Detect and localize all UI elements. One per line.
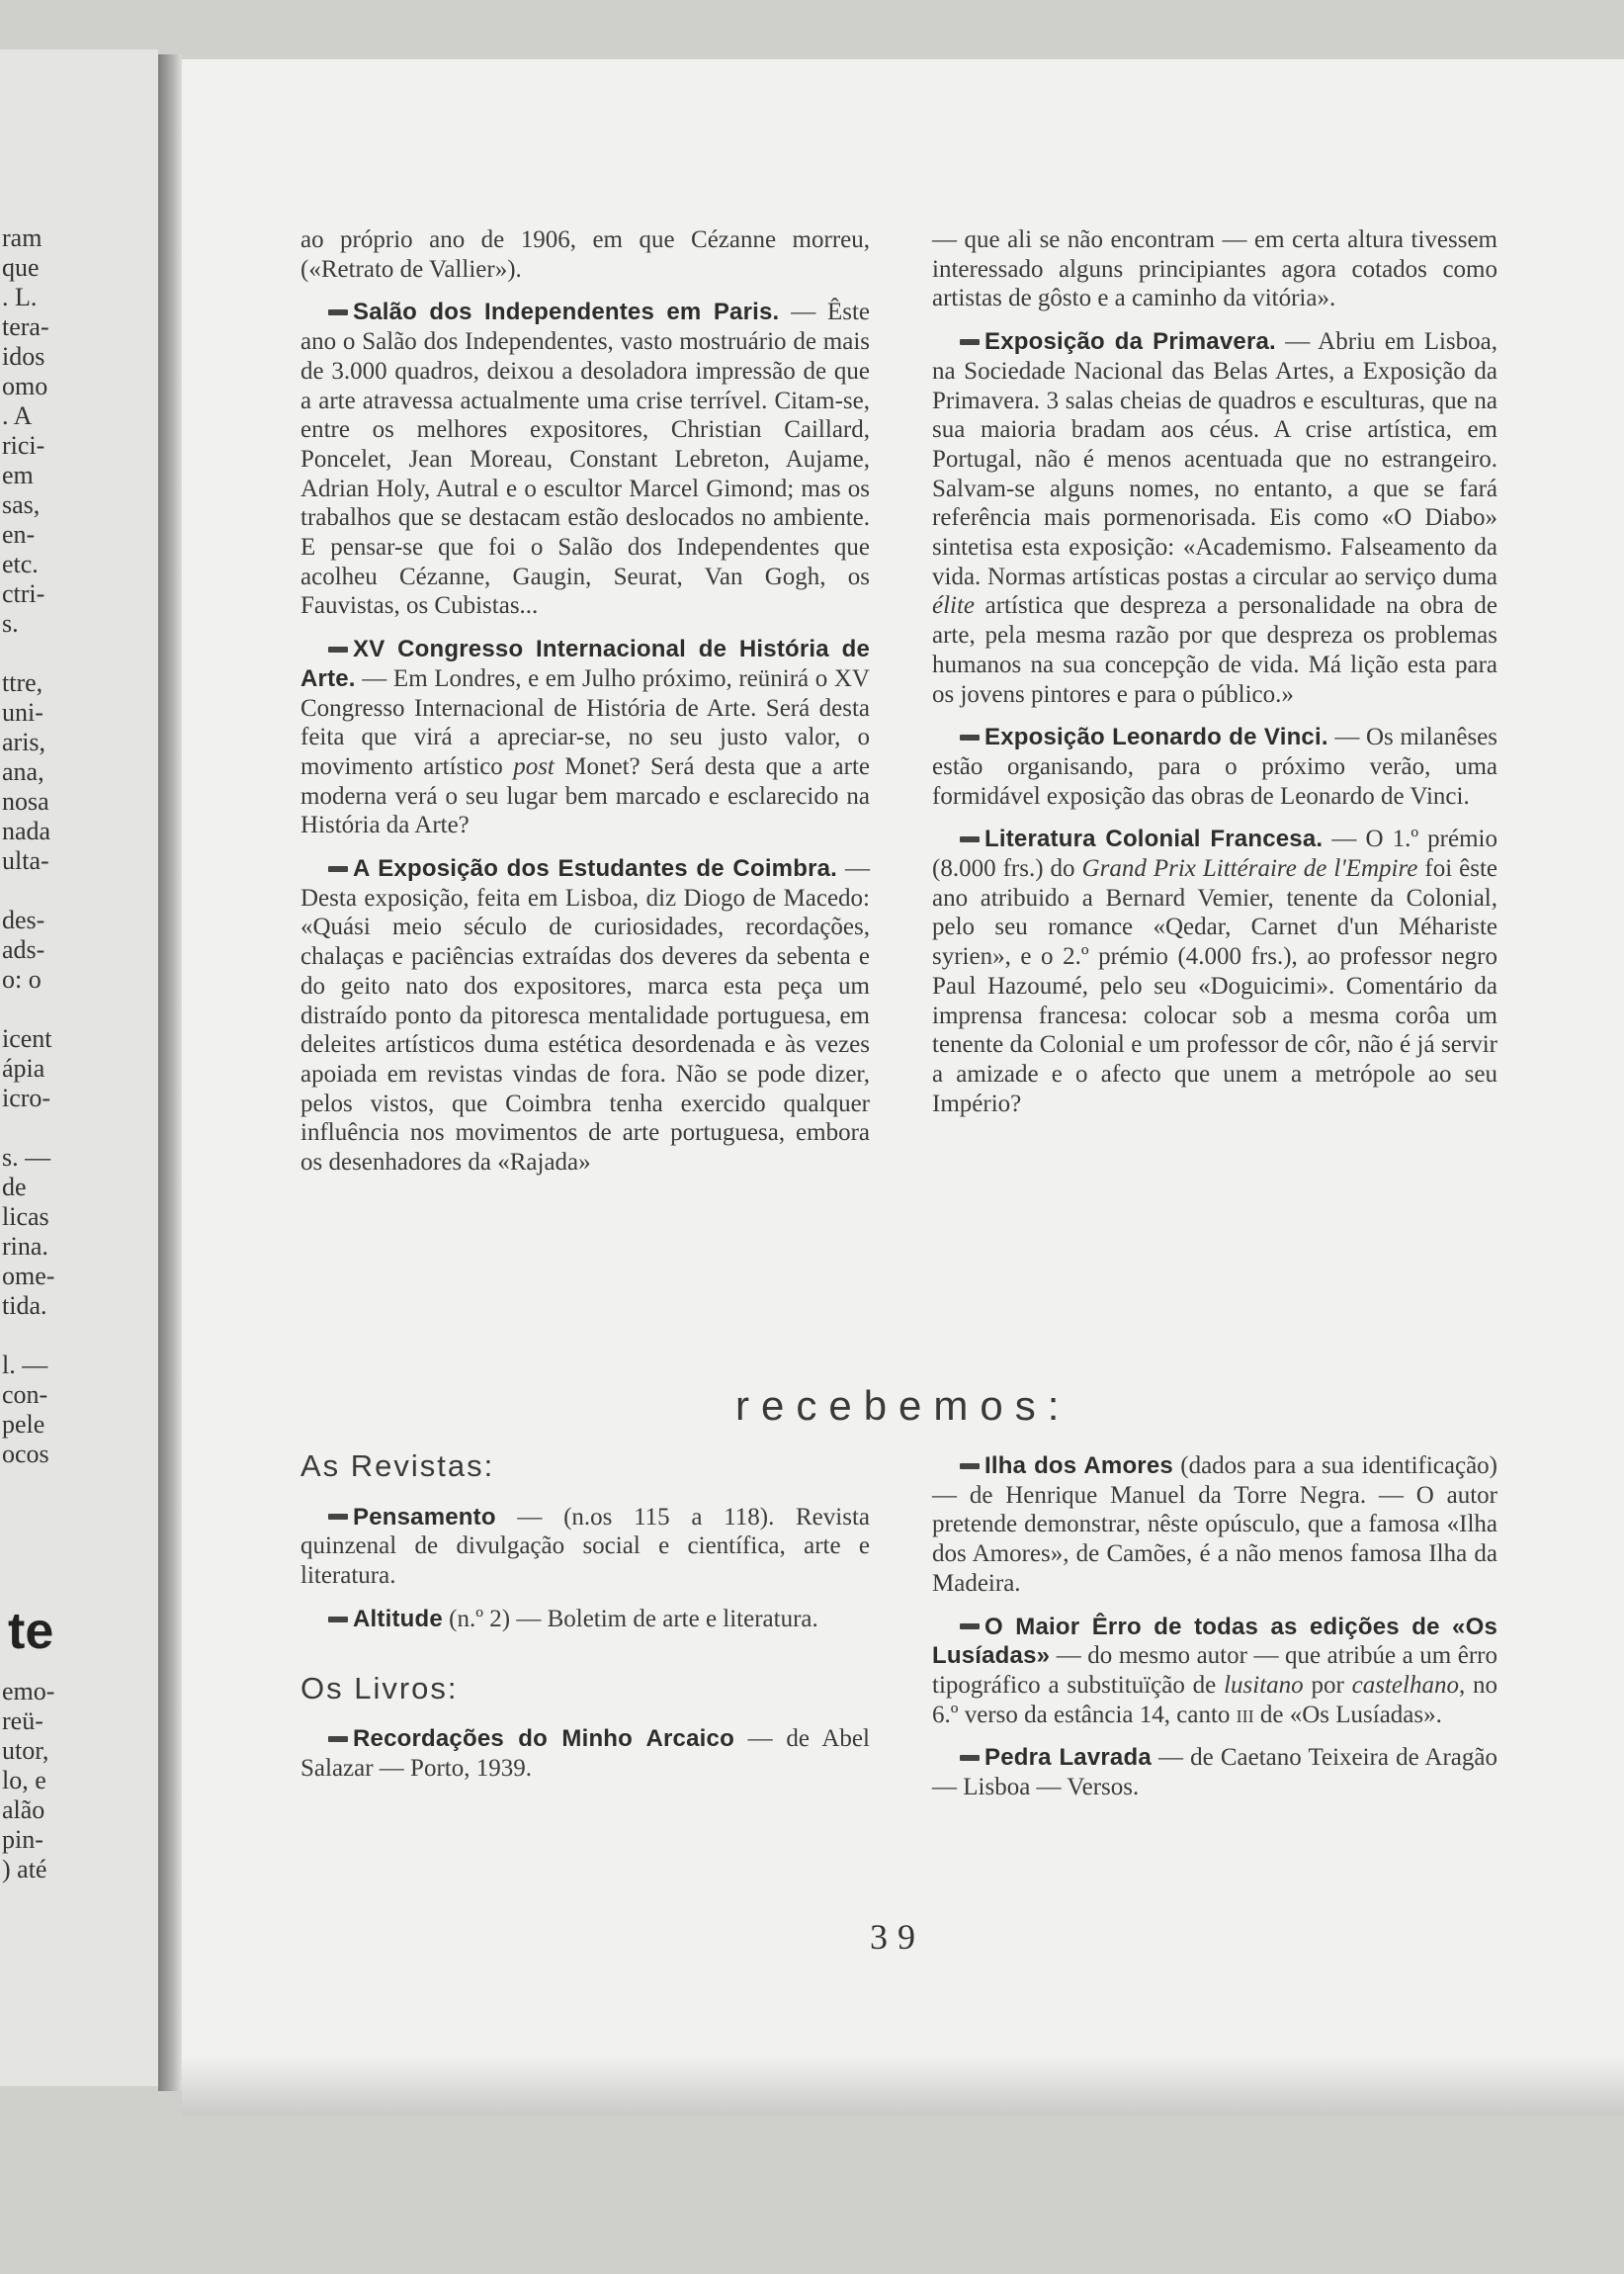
margin-fragment: idos	[2, 342, 45, 371]
article-body-end: foi êste ano atribuido a Bernard Vemier, tenente da Colonial, pelo seu romance «Qedar, Carnet d'un Méhariste syrien», e o 2.º prémio (4.000 frs.), ao professor negro Paul Hazoumé, pelo seu «Doguicimi». Comentário da imprensa francesa: colocar sob a mesma corôa um tenente da Colonial e um professor de côr, não é já servir a amizade e o afecto que unem a metrópole ao seu Império?	[932, 855, 1498, 1117]
revistas-heading: As Revistas:	[300, 1448, 495, 1483]
margin-fragment: . L.	[2, 283, 38, 311]
item-description: — (n.os 115 a 118). Revista quinzenal de divulgação social e científica, arte e literatura.	[300, 1503, 870, 1590]
received-right-column	[932, 1451, 1497, 1816]
article-congresso-historia-arte	[300, 635, 870, 840]
article-body: — Êste ano o Salão dos Independentes, vasto mostruário de mais de 3.000 quadros, deixou a desoladora impressão de que a arte atravessa actualmente uma crise terrível. Citam-se, entre os melhores expositores, Christian Caillard, Poncelet, Jean Moreau, Constant Lebreton, Aujame, Adrian Holy, Autral e o escultor Marcel Gimond; mas os trabalhos que se destacam estão deslocados no ambiente. E pensar-se que foi o Salão dos Independentes que acolheu Cézanne, Gaugin, Seurat, Van Gogh, os Fauvistas, os Cubistas...	[300, 299, 870, 620]
article-body: — Abriu em Lisboa, na Sociedade Nacional das Belas Artes, a Exposição da Primavera. 3 salas cheias de quadros e esculturas, que na sua maioria bradam aos céus. A crise artística, em Portugal, não é menos acentuada que no estrangeiro. Salvam-se alguns nomes, no entanto, a que se fará referência mais pormenorisada. Eis como «O Diabo» sintetisa esta exposição: «Academismo. Falseamento da vida. Normas artísticas postas a circular ao serviço duma	[932, 328, 1497, 590]
margin-fragment: sas,	[2, 490, 41, 519]
section-marker-icon	[328, 1514, 348, 1520]
margin-fragment: pele	[2, 1410, 45, 1439]
margin-fragment	[2, 1113, 81, 1143]
section-marker-icon	[960, 339, 980, 345]
item-description-end: de «Os Lusíadas».	[1253, 1701, 1442, 1728]
item-description-part: por	[1303, 1671, 1352, 1699]
paragraph-continuation: — que ali se não encontram — em certa altura tivessem interessado alguns principiantes agora cotados como artistas de gôsto e a caminho da vitória».	[932, 226, 1497, 312]
margin-fragment: lo, e	[2, 1766, 46, 1794]
livro-pedra-lavrada	[932, 1743, 1497, 1801]
margin-fragment	[2, 639, 81, 668]
facing-page-text-lower	[2, 1677, 81, 1884]
right-column	[932, 225, 1497, 1132]
livro-maior-erro	[932, 1613, 1497, 1730]
margin-fragment: . A	[2, 401, 33, 430]
livro-recordacoes-minho	[300, 1724, 870, 1783]
facing-page-text	[2, 223, 81, 1469]
article-heading: XV Congresso Internacional de História de Arte.	[300, 636, 870, 692]
article-body: — Desta exposição, feita em Lisboa, diz Diogo de Macedo: «Quási meio século de curiosidades, recordações, chalaças e paciências extraídas dos deveres da sebenta e do geito nato dos expositores, marca esta peça um distraído ponto da pitoresca mentalidade portuguesa, em deleites artísticos duma estética desordenada e às vezes apoiada em revistas vindas de fora. Não se pode dizer, pelos vistos, que Coimbra tenha exercido qualquer influência nos movimentos de arte portuguesa, embora os desenhadores da «Rajada»	[300, 855, 871, 1177]
item-description-part-2: , no 6.º verso da estância 14, canto	[932, 1671, 1498, 1728]
italic-text-2: castelhano	[1351, 1671, 1459, 1699]
paragraph-continuation: ao próprio ano de 1906, em que Cézanne morreu, («Retrato de Vallier»).	[300, 226, 870, 283]
section-marker-icon	[328, 1736, 348, 1742]
item-title: Altitude	[353, 1605, 443, 1632]
margin-fragment: em	[2, 461, 34, 489]
article-body-end: artística que despreza a personalidade na obra de arte, pela mesma razão por que despreza os problemas humanos na sua concepção de vida. Má lição esta para os jovens pintores e para o público.»	[932, 592, 1497, 708]
item-description: (n.º 2) — Boletim de arte e literatura.	[442, 1605, 818, 1632]
margin-fragment: rici-	[2, 431, 45, 460]
margin-fragment	[2, 876, 81, 906]
margin-fragment: o: o	[2, 965, 42, 994]
margin-fragment: nada	[2, 817, 51, 845]
margin-fragment: ulta-	[2, 846, 49, 875]
item-description: — de Caetano Teixeira de Aragão — Lisboa — Versos.	[932, 1744, 1498, 1801]
margin-fragment: icent	[2, 1024, 52, 1053]
article-heading: Literatura Colonial Francesa.	[984, 826, 1324, 853]
margin-fragment: tida.	[2, 1291, 47, 1320]
margin-fragment: aris,	[2, 728, 46, 756]
margin-fragment: ctri-	[2, 579, 45, 608]
article-estudantes-coimbra	[300, 854, 870, 1178]
item-title: Pensamento	[353, 1503, 496, 1531]
margin-fragment: nosa	[2, 787, 49, 816]
section-title-recebemos: recebemos:	[735, 1382, 1071, 1429]
margin-fragment: ttre,	[2, 668, 43, 697]
section-marker-icon	[960, 1755, 980, 1761]
margin-fragment	[2, 995, 81, 1024]
margin-fragment: ápia	[2, 1054, 45, 1083]
article-exposicao-primavera	[932, 327, 1497, 709]
margin-fragment: ads-	[2, 935, 45, 964]
margin-fragment: s. —	[2, 1143, 51, 1172]
article-body: — Em Londres, e em Julho próximo, reünirá o XV Congresso Internacional de História de Arte. Será desta feita que virá a apreciar-se, no seu justo valor, o movimento artístico	[300, 664, 870, 780]
facing-page-heading-fragment: te	[8, 1603, 54, 1660]
margin-fragment: emo-	[2, 1677, 55, 1706]
italic-text: Grand Prix Littéraire de l'Empire	[1081, 855, 1418, 883]
revista-pensamento	[300, 1503, 870, 1591]
livro-ilha-amores	[932, 1451, 1497, 1599]
roman-numeral: iii	[1236, 1701, 1254, 1728]
margin-fragment: licas	[2, 1202, 49, 1231]
margin-fragment: que	[2, 253, 40, 282]
item-description: (dados para a sua identificação) — de Henrique Manuel da Torre Negra. — O autor pretende demonstrar, nêste opúsculo, que a famosa «Ilha dos Amores», de Camões, é a não menos famosa Ilha da Madeira.	[932, 1452, 1497, 1597]
margin-fragment: utor,	[2, 1736, 49, 1765]
margin-fragment: de	[2, 1173, 27, 1201]
article-heading: Exposição da Primavera.	[984, 328, 1276, 356]
livros-heading: Os Livros:	[300, 1670, 459, 1706]
italic-text: post	[513, 752, 555, 780]
item-title: Pedra Lavrada	[984, 1744, 1152, 1772]
margin-fragment: ram	[2, 223, 43, 252]
article-heading: Salão dos Independentes em Paris.	[353, 299, 780, 326]
margin-fragment: ana,	[2, 757, 44, 786]
article-body-end: Monet? Será desta que a arte moderna verá o seu lugar bem marcado e esclarecido na História da Arte?	[300, 752, 870, 839]
article-salao-independentes	[300, 298, 870, 621]
margin-fragment: l. —	[2, 1351, 48, 1379]
margin-fragment: icro-	[2, 1084, 51, 1112]
margin-fragment: omo	[2, 372, 48, 400]
margin-fragment: des-	[2, 906, 45, 934]
section-marker-icon	[960, 836, 980, 842]
article-body: — Os milanêses estão organisando, para o próximo verão, uma formidável exposição das obras de Leonardo de Vinci.	[932, 724, 1497, 810]
revista-altitude	[300, 1605, 870, 1634]
page-bottom-shade	[182, 2056, 1624, 2116]
margin-fragment	[2, 1321, 81, 1351]
page-gutter-shadow	[158, 54, 182, 2091]
article-body: — O 1.º prémio (8.000 frs.) do	[932, 826, 1497, 883]
margin-fragment: uni-	[2, 698, 43, 727]
margin-fragment: con-	[2, 1380, 48, 1409]
item-title: Recordações do Minho Arcaico	[353, 1725, 734, 1753]
item-title: Ilha dos Amores	[984, 1452, 1173, 1479]
section-marker-icon	[328, 647, 348, 653]
item-title: O Maior Êrro de todas as edições de «Os Lusíadas»	[932, 1613, 1497, 1670]
italic-text: élite	[932, 592, 976, 620]
margin-fragment: rina.	[2, 1232, 48, 1261]
margin-fragment: reü-	[2, 1706, 43, 1735]
section-marker-icon	[960, 1463, 980, 1469]
left-column	[300, 225, 870, 1191]
margin-fragment: ome-	[2, 1262, 55, 1290]
item-description: — do mesmo autor — que atribúe a um êrro tipográfico a substituïção de	[932, 1642, 1497, 1699]
section-marker-icon	[960, 1623, 980, 1629]
section-marker-icon	[328, 1617, 348, 1622]
margin-fragment: alão	[2, 1795, 45, 1824]
margin-fragment: en-	[2, 520, 36, 549]
section-marker-icon	[960, 735, 980, 741]
page-number: 39	[870, 1917, 925, 1957]
article-heading: Exposição Leonardo de Vinci.	[984, 724, 1328, 751]
margin-fragment: ) até	[2, 1855, 47, 1883]
margin-fragment: tera-	[2, 312, 49, 341]
margin-fragment: s.	[2, 609, 19, 638]
italic-text: lusitano	[1224, 1671, 1304, 1699]
section-marker-icon	[328, 866, 348, 872]
article-literatura-colonial	[932, 825, 1497, 1118]
margin-fragment: etc.	[2, 550, 39, 578]
margin-fragment: pin-	[2, 1825, 43, 1854]
item-description: — de Abel Salazar — Porto, 1939.	[300, 1725, 870, 1782]
section-marker-icon	[328, 309, 348, 315]
article-exposicao-leonardo	[932, 723, 1497, 811]
article-heading: A Exposição dos Estudantes de Coimbra.	[353, 855, 838, 883]
received-left-column	[300, 1448, 870, 1797]
margin-fragment: ocos	[2, 1440, 49, 1468]
